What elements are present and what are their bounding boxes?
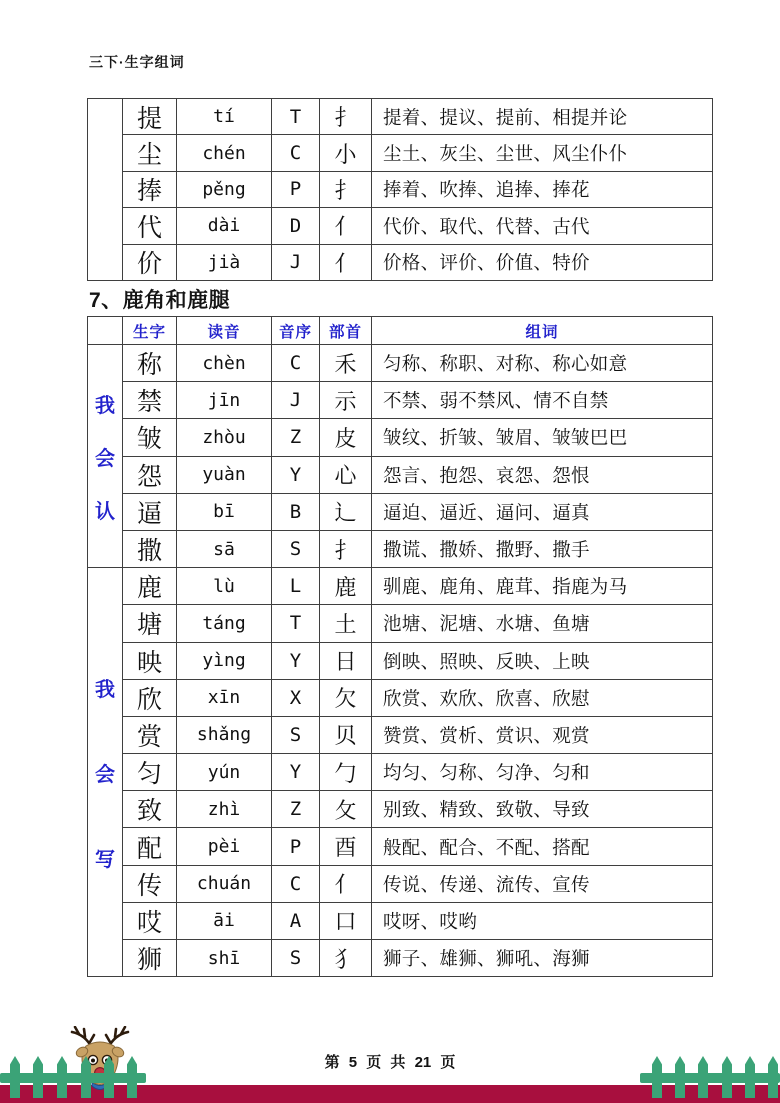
initial-cell: Z <box>272 791 320 828</box>
lesson-section-title: 7、鹿角和鹿腿 <box>89 289 231 312</box>
group-label-char: 认 <box>95 500 115 523</box>
initial-cell: C <box>272 135 320 171</box>
column-header-words: 组词 <box>372 317 713 345</box>
radical-cell: 亻 <box>320 208 372 244</box>
column-header-char: 生字 <box>123 317 177 345</box>
radical-cell: 犭 <box>320 940 372 977</box>
page-number: 第 5 页 共 21 页 <box>324 1054 456 1071</box>
initial-cell: J <box>272 245 320 281</box>
initial-cell: Y <box>272 457 320 494</box>
words-cell: 匀称、称职、对称、称心如意 <box>372 345 713 382</box>
group-label-char: 会 <box>95 447 115 470</box>
pinyin-cell: pèi <box>177 828 272 865</box>
char-cell: 塘 <box>123 605 177 642</box>
pinyin-cell: jià <box>177 245 272 281</box>
char-cell: 尘 <box>123 135 177 171</box>
pinyin-cell: āi <box>177 903 272 940</box>
radical-cell: 日 <box>320 643 372 680</box>
empty-group-label-cell <box>88 99 123 281</box>
words-cell: 驯鹿、鹿角、鹿茸、指鹿为马 <box>372 568 713 605</box>
char-cell: 传 <box>123 866 177 903</box>
pinyin-cell: zhòu <box>177 419 272 456</box>
char-cell: 逼 <box>123 494 177 531</box>
words-cell: 赞赏、赏析、赏识、观赏 <box>372 717 713 754</box>
initial-cell: B <box>272 494 320 531</box>
column-header-pinyin: 读音 <box>177 317 272 345</box>
pinyin-cell: sā <box>177 531 272 568</box>
initial-cell: Y <box>272 754 320 791</box>
words-cell: 怨言、抱怨、哀怨、怨恨 <box>372 457 713 494</box>
pinyin-cell: shī <box>177 940 272 977</box>
words-cell: 逼迫、逼近、逼问、逼真 <box>372 494 713 531</box>
char-cell: 鹿 <box>123 568 177 605</box>
pinyin-cell: yún <box>177 754 272 791</box>
words-cell: 皱纹、折皱、皱眉、皱皱巴巴 <box>372 419 713 456</box>
radical-cell: 皮 <box>320 419 372 456</box>
radical-cell: 土 <box>320 605 372 642</box>
char-cell: 提 <box>123 99 177 135</box>
fence-rail-left <box>0 1073 146 1083</box>
words-cell: 代价、取代、代替、古代 <box>372 208 713 244</box>
column-header-radical: 部首 <box>320 317 372 345</box>
initial-cell: J <box>272 382 320 419</box>
pinyin-cell: chén <box>177 135 272 171</box>
group-label-recognize <box>88 345 123 568</box>
radical-cell: 鹿 <box>320 568 372 605</box>
radical-cell: 扌 <box>320 531 372 568</box>
words-cell: 般配、配合、不配、搭配 <box>372 828 713 865</box>
char-cell: 怨 <box>123 457 177 494</box>
radical-cell: 辶 <box>320 494 372 531</box>
words-cell: 传说、传递、流传、宣传 <box>372 866 713 903</box>
words-cell: 池塘、泥塘、水塘、鱼塘 <box>372 605 713 642</box>
initial-cell: X <box>272 680 320 717</box>
words-cell: 哎呀、哎哟 <box>372 903 713 940</box>
words-cell: 提着、提议、提前、相提并论 <box>372 99 713 135</box>
radical-cell: 小 <box>320 135 372 171</box>
char-cell: 禁 <box>123 382 177 419</box>
initial-cell: D <box>272 208 320 244</box>
radical-cell: 亻 <box>320 245 372 281</box>
page-header: 三下·生字组词 <box>89 54 185 70</box>
pinyin-cell: chuán <box>177 866 272 903</box>
pinyin-cell: yìng <box>177 643 272 680</box>
initial-cell: A <box>272 903 320 940</box>
group-label-char: 写 <box>95 848 115 871</box>
pinyin-cell: xīn <box>177 680 272 717</box>
radical-cell: 攵 <box>320 791 372 828</box>
pinyin-cell: shǎng <box>177 717 272 754</box>
char-cell: 配 <box>123 828 177 865</box>
char-cell: 称 <box>123 345 177 382</box>
initial-cell: P <box>272 828 320 865</box>
words-cell: 狮子、雄狮、狮吼、海狮 <box>372 940 713 977</box>
initial-cell: S <box>272 717 320 754</box>
char-cell: 赏 <box>123 717 177 754</box>
words-cell: 欣赏、欢欣、欣喜、欣慰 <box>372 680 713 717</box>
pinyin-cell: bī <box>177 494 272 531</box>
pinyin-cell: yuàn <box>177 457 272 494</box>
radical-cell: 贝 <box>320 717 372 754</box>
initial-cell: S <box>272 531 320 568</box>
empty-header-label-cell <box>88 317 123 345</box>
words-cell: 撒谎、撒娇、撒野、撒手 <box>372 531 713 568</box>
char-cell: 映 <box>123 643 177 680</box>
pinyin-cell: chèn <box>177 345 272 382</box>
pinyin-cell: lù <box>177 568 272 605</box>
previous-lesson-table <box>87 98 713 281</box>
pinyin-cell: táng <box>177 605 272 642</box>
words-cell: 不禁、弱不禁风、情不自禁 <box>372 382 713 419</box>
radical-cell: 酉 <box>320 828 372 865</box>
radical-cell: 示 <box>320 382 372 419</box>
initial-cell: C <box>272 866 320 903</box>
pinyin-cell: jīn <box>177 382 272 419</box>
initial-cell: P <box>272 172 320 208</box>
radical-cell: 扌 <box>320 99 372 135</box>
initial-cell: L <box>272 568 320 605</box>
words-cell: 价格、评价、价值、特价 <box>372 245 713 281</box>
group-label-write <box>88 568 123 977</box>
lesson-table <box>87 316 713 977</box>
char-cell: 撒 <box>123 531 177 568</box>
group-label-char: 我 <box>95 678 115 701</box>
radical-cell: 勹 <box>320 754 372 791</box>
char-cell: 代 <box>123 208 177 244</box>
radical-cell: 扌 <box>320 172 372 208</box>
radical-cell: 禾 <box>320 345 372 382</box>
words-cell: 均匀、匀称、匀净、匀和 <box>372 754 713 791</box>
radical-cell: 口 <box>320 903 372 940</box>
char-cell: 皱 <box>123 419 177 456</box>
char-cell: 欣 <box>123 680 177 717</box>
pinyin-cell: dài <box>177 208 272 244</box>
initial-cell: S <box>272 940 320 977</box>
radical-cell: 亻 <box>320 866 372 903</box>
initial-cell: Z <box>272 419 320 456</box>
words-cell: 别致、精致、致敬、导致 <box>372 791 713 828</box>
initial-cell: Y <box>272 643 320 680</box>
radical-cell: 欠 <box>320 680 372 717</box>
group-label-char: 会 <box>95 763 115 786</box>
char-cell: 捧 <box>123 172 177 208</box>
radical-cell: 心 <box>320 457 372 494</box>
char-cell: 狮 <box>123 940 177 977</box>
pinyin-cell: pěng <box>177 172 272 208</box>
char-cell: 匀 <box>123 754 177 791</box>
column-header-initial: 音序 <box>272 317 320 345</box>
char-cell: 价 <box>123 245 177 281</box>
initial-cell: T <box>272 99 320 135</box>
pinyin-cell: tí <box>177 99 272 135</box>
words-cell: 捧着、吹捧、追捧、捧花 <box>372 172 713 208</box>
initial-cell: C <box>272 345 320 382</box>
initial-cell: T <box>272 605 320 642</box>
char-cell: 哎 <box>123 903 177 940</box>
words-cell: 倒映、照映、反映、上映 <box>372 643 713 680</box>
words-cell: 尘土、灰尘、尘世、风尘仆仆 <box>372 135 713 171</box>
char-cell: 致 <box>123 791 177 828</box>
pinyin-cell: zhì <box>177 791 272 828</box>
group-label-char: 我 <box>95 394 115 417</box>
